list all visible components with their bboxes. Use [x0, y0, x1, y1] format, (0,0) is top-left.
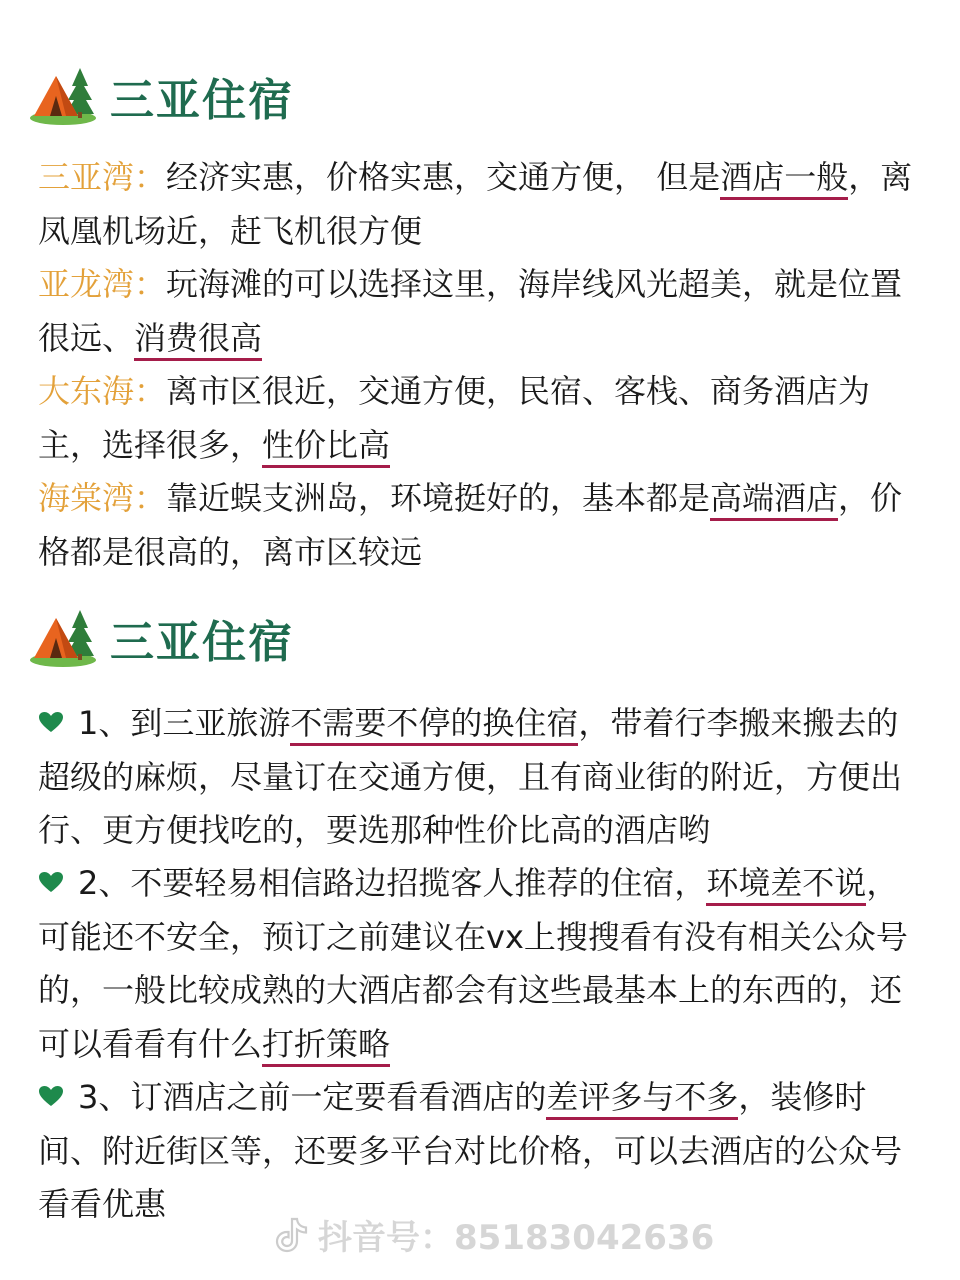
tip-text: ，带着行李搬来搬去的超级的麻烦，尽量订在交通方便，且有商业街的附近，方便出行、更方便找吃的，要选那种性价比高的酒店哟	[38, 704, 903, 849]
area-text: 经济实惠，价格实惠，交通方便， 但是	[166, 158, 721, 196]
highlight-text: 酒店一般	[720, 158, 848, 200]
heart-icon	[38, 1085, 64, 1107]
area-text: 离市区很近，交通方便，民宿、客栈、商务酒店为主，选择很多，	[38, 372, 871, 464]
area-text: ，价格都是很高的，离市区较远	[38, 479, 903, 571]
tip-text: ，装修时间、附近街区等，还要多平台对比价格，可以去酒店的公众号看看优惠	[38, 1078, 903, 1223]
highlight-text: 高端酒店	[710, 479, 838, 521]
heart-icon	[38, 711, 64, 733]
highlight-text: 消费很高	[134, 319, 262, 361]
area-text: 靠近蜈支洲岛，环境挺好的，基本都是	[166, 479, 711, 517]
douyin-watermark	[270, 1210, 714, 1259]
section-2-header	[28, 598, 294, 678]
area-text: 玩海滩的可以选择这里，海岸线风光超美，就是位置很远、	[38, 265, 903, 357]
tent-icon	[28, 66, 98, 126]
tip-text: 1、到三亚旅游	[78, 704, 291, 742]
area-paragraph-sanyawan	[38, 151, 928, 258]
tip-paragraph-3	[38, 1071, 928, 1232]
watermark-text: 抖音号：85183042636	[318, 1218, 715, 1258]
tip-text: 2、不要轻易相信路边招揽客人推荐的住宿，	[78, 864, 707, 902]
area-text: ，离凤凰机场近，赶飞机很方便	[38, 158, 913, 250]
highlight-text: 打折策略	[262, 1025, 390, 1067]
area-label: 大东海：	[38, 372, 167, 410]
highlight-text: 不需要不停的换住宿	[290, 704, 578, 746]
tent-icon	[28, 608, 98, 668]
area-label: 亚龙湾：	[38, 265, 167, 303]
highlight-text: 差评多与不多	[546, 1078, 738, 1120]
section-1-header	[28, 56, 294, 136]
area-label: 海棠湾：	[38, 479, 167, 517]
highlight-text: 性价比高	[262, 426, 390, 468]
area-paragraph-haitangwan	[38, 472, 928, 579]
tip-text: ，可能还不安全，预订之前建议在vx上搜搜看有没有相关公众号的，一般比较成熟的大酒店都会有这些最基本上的东西的，还可以看看有什么	[38, 864, 908, 1063]
heart-icon	[38, 871, 64, 893]
area-label: 三亚湾：	[38, 158, 167, 196]
douyin-logo-icon	[270, 1215, 310, 1255]
area-paragraph-dadonghai	[38, 365, 928, 472]
highlight-text: 环境差不说	[706, 864, 866, 906]
tip-paragraph-1	[38, 697, 928, 858]
area-paragraph-yalongwan	[38, 258, 928, 365]
section-title: 三亚住宿	[110, 75, 294, 126]
tip-paragraph-2	[38, 857, 928, 1071]
section-title: 三亚住宿	[110, 617, 294, 668]
tip-text: 3、订酒店之前一定要看看酒店的	[78, 1078, 547, 1116]
